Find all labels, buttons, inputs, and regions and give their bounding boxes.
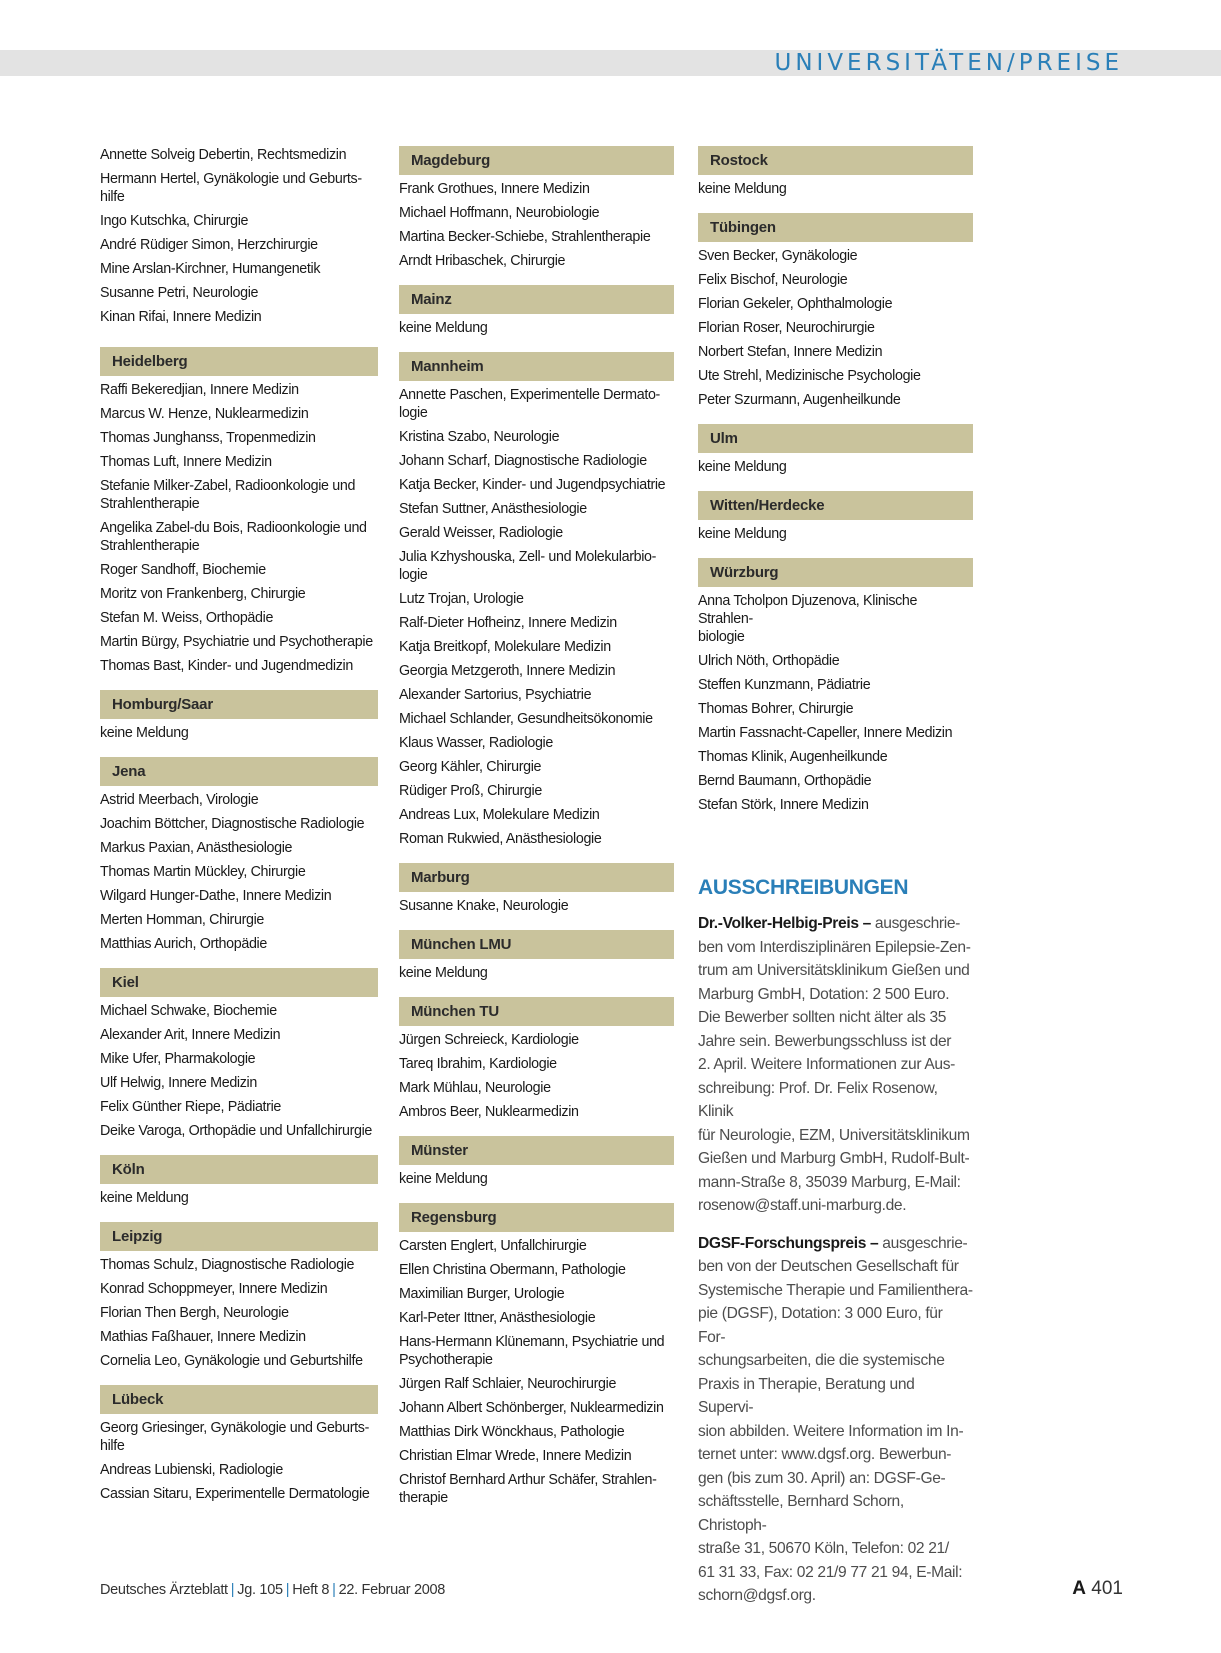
list-item: Thomas Schulz, Diagnostische Radiologie bbox=[100, 1257, 355, 1273]
list-item: keine Meldung bbox=[698, 459, 787, 475]
footer-separator: | bbox=[285, 1582, 290, 1598]
entry-line: Julia Kzhyshouska, Zell- und Molekularbio- bbox=[399, 549, 657, 565]
announcement-line: Gießen und Marburg GmbH, Rudolf-Bult- bbox=[698, 1150, 970, 1167]
list-item: Christian Elmar Wrede, Innere Medizin bbox=[399, 1448, 632, 1464]
announcements-heading: AUSSCHREIBUNGEN bbox=[698, 876, 909, 899]
announcement-title: Dr.-Volker-Helbig-Preis – bbox=[698, 915, 871, 932]
list-item: keine Meldung bbox=[100, 725, 189, 741]
list-item: Florian Gekeler, Ophthalmologie bbox=[698, 296, 893, 312]
city-heading: Tübingen bbox=[698, 213, 973, 242]
footer-citation bbox=[100, 1582, 445, 1598]
entry-list bbox=[100, 146, 378, 326]
city-heading: Würzburg bbox=[698, 558, 973, 587]
list-item bbox=[399, 386, 674, 422]
city-heading: Homburg/Saar bbox=[100, 690, 378, 719]
university-block bbox=[100, 1385, 378, 1503]
list-item: Ambros Beer, Nuklearmedizin bbox=[399, 1104, 579, 1120]
list-item: Thomas Martin Mückley, Chirurgie bbox=[100, 864, 306, 880]
list-item: Michael Schwake, Biochemie bbox=[100, 1003, 277, 1019]
list-item: Marcus W. Henze, Nuklearmedizin bbox=[100, 406, 309, 422]
list-item: Norbert Stefan, Innere Medizin bbox=[698, 344, 883, 360]
announcement-line: rosenow@staff.uni-marburg.de. bbox=[698, 1197, 907, 1214]
list-item: Rüdiger Proß, Chirurgie bbox=[399, 783, 542, 799]
announcement-line: ausgeschrie- bbox=[870, 915, 961, 932]
list-item: Martina Becker-Schiebe, Strahlentherapie bbox=[399, 229, 651, 245]
city-heading: Rostock bbox=[698, 146, 973, 175]
list-item: Thomas Klinik, Augenheilkunde bbox=[698, 749, 888, 765]
list-item: Joachim Böttcher, Diagnostische Radiologie bbox=[100, 816, 365, 832]
city-heading: München TU bbox=[399, 997, 674, 1026]
column-1 bbox=[100, 146, 378, 1518]
university-block bbox=[100, 1222, 378, 1370]
list-item: Maximilian Burger, Urologie bbox=[399, 1286, 565, 1302]
announcement-line: sion abbilden. Weitere Information im In- bbox=[698, 1422, 964, 1440]
entry-line: Stefanie Milker-Zabel, Radioonkologie und bbox=[100, 478, 356, 494]
entry-line: biologie bbox=[698, 629, 745, 645]
list-item: Stefan Suttner, Anästhesiologie bbox=[399, 501, 587, 517]
journal-date: 22. Februar 2008 bbox=[338, 1582, 446, 1598]
list-item: Andreas Lubienski, Radiologie bbox=[100, 1462, 283, 1478]
list-item: Thomas Bast, Kinder- und Jugendmedizin bbox=[100, 658, 353, 674]
university-block bbox=[698, 213, 973, 409]
university-block bbox=[100, 968, 378, 1140]
entry-line: logie bbox=[399, 567, 428, 583]
city-heading: München LMU bbox=[399, 930, 674, 959]
list-item: Thomas Junghanss, Tropenmedizin bbox=[100, 430, 316, 446]
university-block bbox=[399, 930, 674, 982]
list-item bbox=[100, 170, 378, 206]
list-item: Mike Ufer, Pharmakologie bbox=[100, 1051, 256, 1067]
list-item: Michael Schlander, Gesundheitsökonomie bbox=[399, 711, 653, 727]
list-item: Roger Sandhoff, Biochemie bbox=[100, 562, 266, 578]
entry-line: Angelika Zabel-du Bois, Radioonkologie und bbox=[100, 520, 367, 536]
entry-line: hilfe bbox=[100, 189, 125, 205]
entry-line: hilfe bbox=[100, 1438, 125, 1454]
list-item: Bernd Baumann, Orthopädie bbox=[698, 773, 872, 789]
list-item: Steffen Kunzmann, Pädiatrie bbox=[698, 677, 871, 693]
list-item: Frank Grothues, Innere Medizin bbox=[399, 181, 590, 197]
list-item: Carsten Englert, Unfallchirurgie bbox=[399, 1238, 587, 1254]
list-item bbox=[698, 592, 973, 646]
city-heading: Kiel bbox=[100, 968, 378, 997]
university-block bbox=[698, 491, 973, 543]
list-item: Felix Bischof, Neurologie bbox=[698, 272, 848, 288]
list-item: Astrid Meerbach, Virologie bbox=[100, 792, 259, 808]
announcement-line: ben von der Deutschen Gesellschaft für bbox=[698, 1258, 959, 1275]
list-item: Johann Scharf, Diagnostische Radiologie bbox=[399, 453, 647, 469]
entry-line: Psychotherapie bbox=[399, 1352, 493, 1368]
list-item: Katja Becker, Kinder- und Jugendpsychiatrie bbox=[399, 477, 666, 493]
list-item: Martin Bürgy, Psychiatrie und Psychotherapie bbox=[100, 634, 373, 650]
entry-line: Hans-Hermann Klünemann, Psychiatrie und bbox=[399, 1334, 665, 1350]
list-item: Ralf-Dieter Hofheinz, Innere Medizin bbox=[399, 615, 617, 631]
announcement-line: 61 31 33, Fax: 02 21/9 77 21 94, E-Mail: bbox=[698, 1563, 963, 1581]
entry-line: Anna Tcholpon Djuzenova, Klinische Strahlen- bbox=[698, 593, 918, 627]
announcement-line: schreibung: Prof. Dr. Felix Rosenow, Klinik bbox=[698, 1079, 938, 1120]
list-item: Florian Then Bergh, Neurologie bbox=[100, 1305, 289, 1321]
list-item: Stefan Störk, Innere Medizin bbox=[698, 797, 869, 813]
list-item: Karl-Peter Ittner, Anästhesiologie bbox=[399, 1310, 596, 1326]
announcement-line: Die Bewerber sollten nicht älter als 35 bbox=[698, 1009, 947, 1026]
announcement-line: Marburg GmbH, Dotation: 2 500 Euro. bbox=[698, 985, 950, 1003]
city-heading: Jena bbox=[100, 757, 378, 786]
list-item: Susanne Petri, Neurologie bbox=[100, 285, 259, 301]
list-item: keine Meldung bbox=[399, 965, 488, 981]
announcements-list bbox=[698, 912, 973, 1608]
list-item: Katja Breitkopf, Molekulare Medizin bbox=[399, 639, 611, 655]
announcement-line: trum am Universitätsklinikum Gießen und bbox=[698, 962, 970, 979]
list-item: Thomas Bohrer, Chirurgie bbox=[698, 701, 854, 717]
list-item: Ute Strehl, Medizinische Psychologie bbox=[698, 368, 921, 384]
list-item: Markus Paxian, Anästhesiologie bbox=[100, 840, 293, 856]
announcement-line: schäftsstelle, Bernhard Schorn, Christoph- bbox=[698, 1493, 904, 1534]
university-blocks bbox=[399, 146, 674, 1507]
university-block bbox=[698, 146, 973, 198]
university-block bbox=[100, 757, 378, 953]
list-item: Florian Roser, Neurochirurgie bbox=[698, 320, 875, 336]
page-prefix: A bbox=[1072, 1578, 1087, 1599]
list-item: Alexander Sartorius, Psychiatrie bbox=[399, 687, 592, 703]
list-item: Matthias Dirk Wönckhaus, Pathologie bbox=[399, 1424, 625, 1440]
list-item bbox=[100, 477, 378, 513]
university-blocks bbox=[100, 347, 378, 1503]
list-item: keine Meldung bbox=[698, 526, 787, 542]
city-heading: Mannheim bbox=[399, 352, 674, 381]
entry-line: therapie bbox=[399, 1490, 448, 1506]
university-block bbox=[100, 690, 378, 742]
university-block bbox=[399, 1203, 674, 1507]
announcement-line: ternet unter: www.dgsf.org. Bewerbun- bbox=[698, 1446, 952, 1463]
university-block bbox=[399, 1136, 674, 1188]
list-item: Raffi Bekeredjian, Innere Medizin bbox=[100, 382, 299, 398]
announcement-line: straße 31, 50670 Köln, Telefon: 02 21/ bbox=[698, 1540, 949, 1557]
city-heading: Mainz bbox=[399, 285, 674, 314]
city-heading: Marburg bbox=[399, 863, 674, 892]
university-block bbox=[399, 146, 674, 270]
university-block bbox=[399, 285, 674, 337]
announcement-paragraph bbox=[698, 912, 973, 1218]
list-item: Roman Rukwied, Anästhesiologie bbox=[399, 831, 602, 847]
university-block bbox=[399, 997, 674, 1121]
list-item: Ingo Kutschka, Chirurgie bbox=[100, 213, 249, 229]
announcement-line: Jahre sein. Bewerbungsschluss ist der bbox=[698, 1032, 952, 1050]
announcement-line: 2. April. Weitere Informationen zur Aus- bbox=[698, 1056, 955, 1073]
list-item: Ellen Christina Obermann, Pathologie bbox=[399, 1262, 626, 1278]
list-item: Lutz Trojan, Urologie bbox=[399, 591, 524, 607]
list-item: keine Meldung bbox=[698, 181, 787, 197]
list-item: keine Meldung bbox=[399, 320, 488, 336]
announcement-title: DGSF-Forschungspreis – bbox=[698, 1234, 879, 1252]
list-item bbox=[100, 1419, 378, 1455]
list-item: Sven Becker, Gynäkologie bbox=[698, 248, 858, 264]
city-heading: Ulm bbox=[698, 424, 973, 453]
list-item: keine Meldung bbox=[399, 1171, 488, 1187]
entry-line: Hermann Hertel, Gynäkologie und Geburts- bbox=[100, 171, 362, 187]
announcement-line: mann-Straße 8, 35039 Marburg, E-Mail: bbox=[698, 1173, 961, 1191]
announcement-line: ausgeschrie- bbox=[878, 1234, 968, 1252]
list-item: Matthias Aurich, Orthopädie bbox=[100, 936, 267, 952]
list-item: Thomas Luft, Innere Medizin bbox=[100, 454, 272, 470]
list-item: Georgia Metzgeroth, Innere Medizin bbox=[399, 663, 616, 679]
announcement-line: schungsarbeiten, die die systemische bbox=[698, 1352, 945, 1369]
list-item: keine Meldung bbox=[100, 1190, 189, 1206]
list-item: Jürgen Ralf Schlaier, Neurochirurgie bbox=[399, 1376, 617, 1392]
list-item: Arndt Hribaschek, Chirurgie bbox=[399, 253, 566, 269]
list-item: Konrad Schoppmeyer, Innere Medizin bbox=[100, 1281, 328, 1297]
announcement-line: schorn@dgsf.org. bbox=[698, 1587, 816, 1604]
list-item: Cassian Sitaru, Experimentelle Dermatologie bbox=[100, 1486, 370, 1502]
university-block bbox=[399, 352, 674, 848]
university-blocks bbox=[698, 146, 973, 814]
list-item: Gerald Weisser, Radiologie bbox=[399, 525, 563, 541]
list-item: Ulf Helwig, Innere Medizin bbox=[100, 1075, 257, 1091]
list-item: Mine Arslan-Kirchner, Humangenetik bbox=[100, 261, 321, 277]
section-title: UNIVERSITÄTEN/PREISE bbox=[774, 50, 1123, 76]
footer-separator: | bbox=[230, 1582, 235, 1598]
list-item: Stefan M. Weiss, Orthopädie bbox=[100, 610, 274, 626]
list-item: Cornelia Leo, Gynäkologie und Geburtshilfe bbox=[100, 1353, 363, 1369]
announcement-line: pie (DGSF), Dotation: 3 000 Euro, für For- bbox=[698, 1305, 943, 1346]
city-heading: Leipzig bbox=[100, 1222, 378, 1251]
entry-line: Annette Paschen, Experimentelle Dermato- bbox=[399, 387, 660, 403]
announcement-line: gen (bis zum 30. April) an: DGSF-Ge- bbox=[698, 1469, 946, 1487]
list-item: Mark Mühlau, Neurologie bbox=[399, 1080, 551, 1096]
list-item: Alexander Arit, Innere Medizin bbox=[100, 1027, 281, 1043]
university-block bbox=[399, 863, 674, 915]
list-item: Felix Günther Riepe, Pädiatrie bbox=[100, 1099, 282, 1115]
list-item: Annette Solveig Debertin, Rechtsmedizin bbox=[100, 147, 347, 163]
list-item: Susanne Knake, Neurologie bbox=[399, 898, 569, 914]
city-heading: Heidelberg bbox=[100, 347, 378, 376]
entry-line: Strahlentherapie bbox=[100, 538, 200, 554]
page-number bbox=[1072, 1578, 1123, 1600]
entry-line: Georg Griesinger, Gynäkologie und Geburts- bbox=[100, 1420, 370, 1436]
list-item: Jürgen Schreieck, Kardiologie bbox=[399, 1032, 579, 1048]
announcement-line: Praxis in Therapie, Beratung und Supervi- bbox=[698, 1375, 915, 1416]
university-block bbox=[698, 558, 973, 814]
page-number-value: 401 bbox=[1091, 1578, 1123, 1599]
footer-separator: | bbox=[332, 1582, 336, 1598]
list-item: Merten Homman, Chirurgie bbox=[100, 912, 265, 928]
city-heading: Lübeck bbox=[100, 1385, 378, 1414]
list-item bbox=[399, 548, 674, 584]
journal-issue: Heft 8 bbox=[292, 1582, 330, 1598]
list-item: Peter Szurmann, Augenheilkunde bbox=[698, 392, 901, 408]
list-item: Kinan Rifai, Innere Medizin bbox=[100, 309, 262, 325]
entry-line: logie bbox=[399, 405, 428, 421]
city-heading: Witten/Herdecke bbox=[698, 491, 973, 520]
list-item: Johann Albert Schönberger, Nuklearmedizin bbox=[399, 1400, 664, 1416]
list-item: Kristina Szabo, Neurologie bbox=[399, 429, 560, 445]
city-heading: Münster bbox=[399, 1136, 674, 1165]
list-item: Ulrich Nöth, Orthopädie bbox=[698, 653, 840, 669]
list-item: Wilgard Hunger-Dathe, Innere Medizin bbox=[100, 888, 332, 904]
university-block bbox=[698, 424, 973, 476]
city-heading: Magdeburg bbox=[399, 146, 674, 175]
list-item: Michael Hoffmann, Neurobiologie bbox=[399, 205, 600, 221]
announcement-line: Systemische Therapie und Familienthera- bbox=[698, 1281, 973, 1299]
entry-line: Christof Bernhard Arthur Schäfer, Strahlen- bbox=[399, 1472, 657, 1488]
list-item: André Rüdiger Simon, Herzchirurgie bbox=[100, 237, 318, 253]
list-item bbox=[399, 1471, 674, 1507]
announcement-line: ben vom Interdisziplinären Epilepsie-Zen- bbox=[698, 938, 971, 956]
list-item: Andreas Lux, Molekulare Medizin bbox=[399, 807, 600, 823]
list-item: Tareq Ibrahim, Kardiologie bbox=[399, 1056, 557, 1072]
journal-name: Deutsches Ärzteblatt bbox=[100, 1582, 228, 1598]
announcement-paragraph bbox=[698, 1232, 973, 1608]
city-heading: Köln bbox=[100, 1155, 378, 1184]
university-block bbox=[100, 347, 378, 675]
list-item: Martin Fassnacht-Capeller, Innere Medizin bbox=[698, 725, 953, 741]
list-item: Mathias Faßhauer, Innere Medizin bbox=[100, 1329, 306, 1345]
list-item bbox=[100, 519, 378, 555]
university-block bbox=[100, 1155, 378, 1207]
column-3 bbox=[698, 146, 973, 1622]
list-item bbox=[399, 1333, 674, 1369]
column-2 bbox=[399, 146, 674, 1522]
list-item: Moritz von Frankenberg, Chirurgie bbox=[100, 586, 306, 602]
list-item: Klaus Wasser, Radiologie bbox=[399, 735, 553, 751]
city-heading: Regensburg bbox=[399, 1203, 674, 1232]
announcement-line: für Neurologie, EZM, Universitätsklinikum bbox=[698, 1126, 970, 1144]
entry-line: Strahlentherapie bbox=[100, 496, 200, 512]
list-item: Georg Kähler, Chirurgie bbox=[399, 759, 542, 775]
list-item: Deike Varoga, Orthopädie und Unfallchirurgie bbox=[100, 1123, 373, 1139]
journal-volume: Jg. 105 bbox=[237, 1582, 283, 1598]
